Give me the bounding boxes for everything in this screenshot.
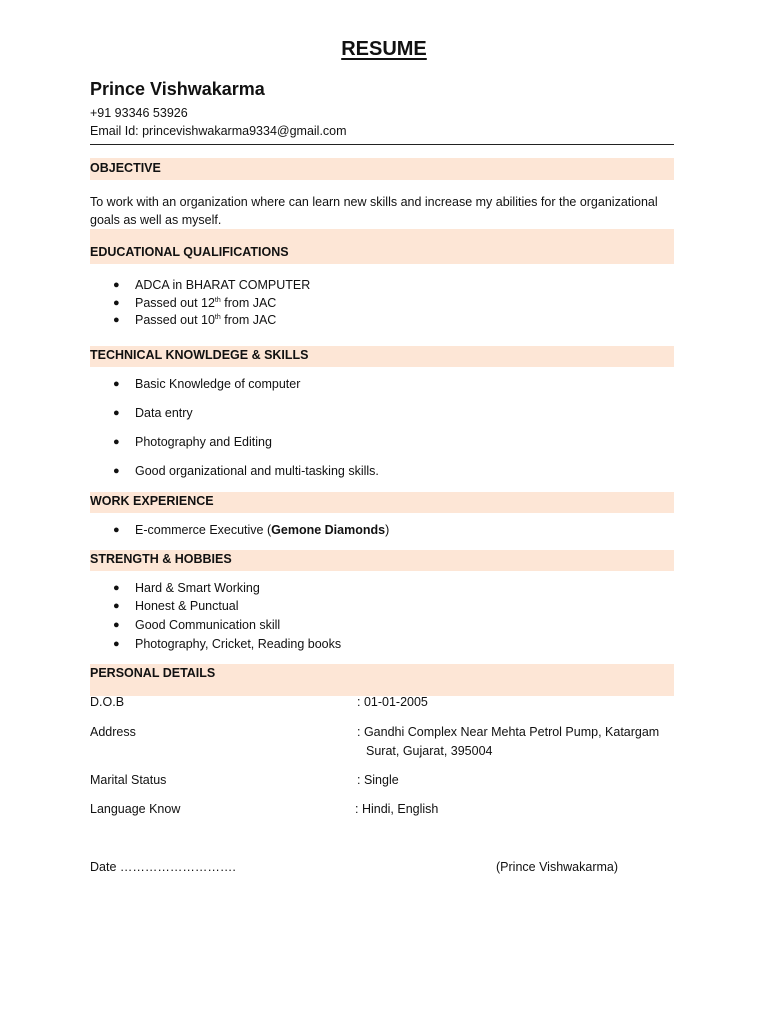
skills-heading: TECHNICAL KNOWLDEGE & SKILLS [90,348,309,362]
skill-item: Photography and Editing [135,435,272,449]
strengths-section-header [90,550,674,571]
bullet-icon: ● [113,619,120,631]
education-section-header [90,229,674,264]
skill-item: Basic Knowledge of computer [135,377,301,391]
language-value: : Hindi, English [355,802,439,816]
phone-number: +91 93346 53926 [90,106,188,120]
date-line: Date ………………………. [90,860,236,874]
bullet-icon: ● [113,582,120,594]
objective-text: To work with an organization where can learn new skills and increase my abilities for the organizational goals as well as myself. [90,195,658,227]
email-line: Email Id: princevishwakarma9334@gmail.com [90,124,347,138]
education-item: ADCA in BHARAT COMPUTER [135,278,311,292]
personal-section-header [90,664,674,696]
bullet-icon: ● [113,638,120,650]
work-item: E-commerce Executive (Gemone Diamonds) [135,523,390,537]
address-value-line1: : Gandhi Complex Near Mehta Petrol Pump, Katargam [357,725,660,739]
resume-title: RESUME [341,38,427,60]
work-heading: WORK EXPERIENCE [90,494,214,508]
header-divider [90,144,674,145]
bullet-icon: ● [113,314,120,326]
strength-item: Good Communication skill [135,618,281,632]
bullet-icon: ● [113,279,120,291]
strength-item: Photography, Cricket, Reading books [135,637,342,651]
address-label: Address [90,725,136,739]
skills-section-header [90,346,674,367]
address-value-line2: Surat, Gujarat, 395004 [366,744,493,758]
applicant-name: Prince Vishwakarma [90,79,265,99]
objective-section-header [90,158,674,180]
strength-item: Hard & Smart Working [135,581,260,595]
signature-name: (Prince Vishwakarma) [496,860,619,874]
objective-heading: OBJECTIVE [90,161,161,175]
dob-value: : 01-01-2005 [357,695,428,709]
bullet-icon: ● [113,524,120,536]
bullet-icon: ● [113,378,120,390]
strength-item: Honest & Punctual [135,599,239,613]
marital-status-label: Marital Status [90,773,167,787]
bullet-icon: ● [113,297,120,309]
education-heading: EDUCATIONAL QUALIFICATIONS [90,245,289,259]
education-item: Passed out 10th from JAC [135,313,277,327]
bullet-icon: ● [113,436,120,448]
work-section-header [90,492,674,513]
language-label: Language Know [90,802,181,816]
strengths-heading: STRENGTH & HOBBIES [90,552,232,566]
skill-item: Data entry [135,406,193,420]
personal-heading: PERSONAL DETAILS [90,666,216,680]
education-item: Passed out 12th from JAC [135,296,277,310]
bullet-icon: ● [113,407,120,419]
bullet-icon: ● [113,600,120,612]
marital-status-value: : Single [357,773,399,787]
skill-item: Good organizational and multi-tasking skills. [135,464,379,478]
bullet-icon: ● [113,465,120,477]
dob-label: D.O.B [90,695,125,709]
